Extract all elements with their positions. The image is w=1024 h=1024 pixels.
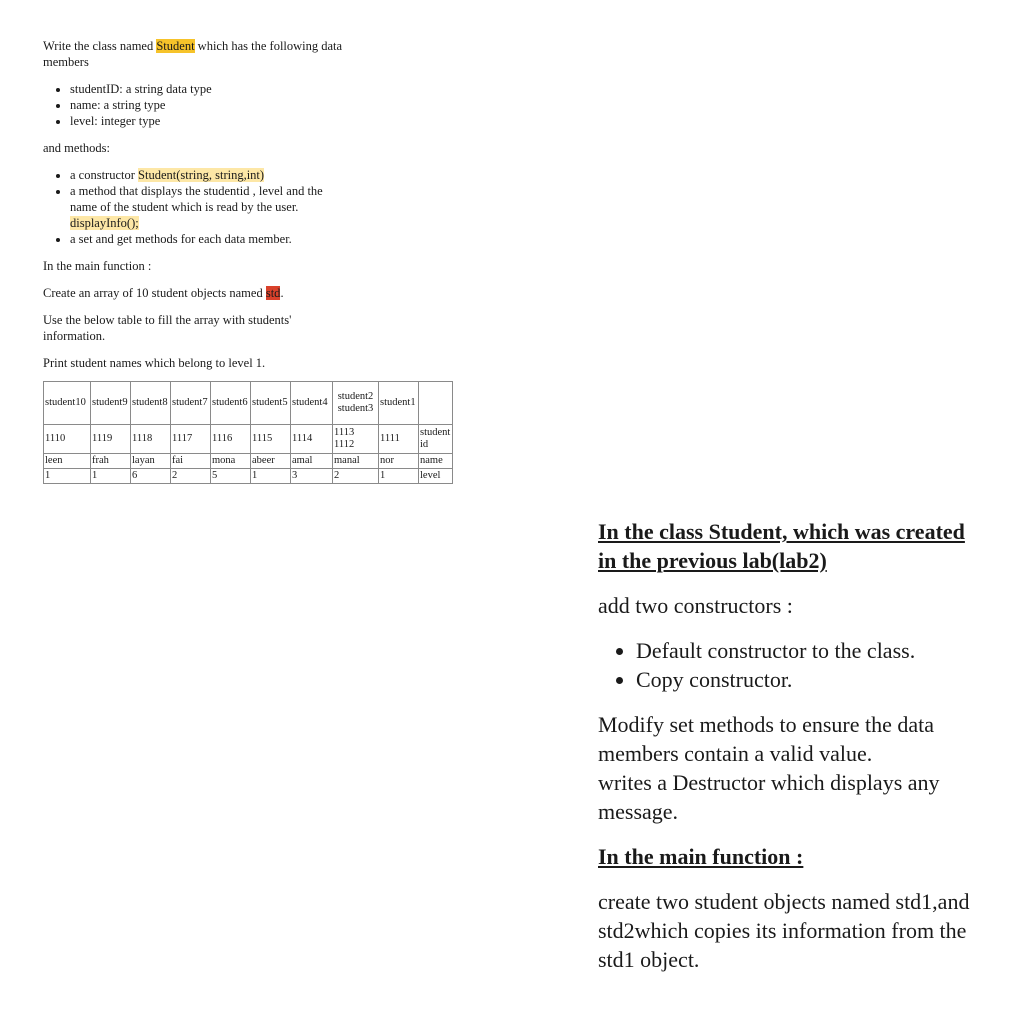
lab2-instructions	[43, 38, 343, 382]
table-cell: name	[419, 454, 453, 469]
table-cell: 1111	[379, 425, 419, 454]
array-text-after: .	[280, 286, 284, 300]
table-cell: 1119	[91, 425, 131, 454]
table-cell: 1110	[44, 425, 91, 454]
table-cell: student7	[171, 382, 211, 425]
array-name-highlight: std	[265, 286, 281, 300]
array-instruction	[43, 285, 343, 301]
create-objects-text: create two student objects named std1,and std2which copies its information from the std1 object.	[598, 889, 970, 972]
intro-text-after: which has the following data members	[43, 39, 343, 69]
table-cell: 1	[379, 469, 419, 484]
table-cell: abeer	[251, 454, 291, 469]
lab3-instructions	[598, 517, 978, 990]
table-cell: 2	[171, 469, 211, 484]
main-intro: In the main function :	[43, 259, 152, 273]
method-text: a method that displays the studentid , level and the name of the student which is read by the user.	[70, 184, 323, 214]
table-cell: 5	[211, 469, 251, 484]
table-cell: fai	[171, 454, 211, 469]
destructor-text: writes a Destructor which displays any message.	[598, 770, 940, 824]
method-item-constructor	[70, 167, 343, 183]
table-cell	[419, 382, 453, 425]
print-instruction: Print student names which belong to level 1.	[43, 356, 266, 370]
table-cell: student4	[291, 382, 333, 425]
table-cell: 2	[333, 469, 379, 484]
array-text: Create an array of 10 student objects named	[43, 286, 266, 300]
table-cell: 1118	[131, 425, 171, 454]
use-table-instruction: Use the below table to fill the array with students' information.	[43, 313, 292, 343]
section-heading: In the class Student, which was created in the previous lab(lab2)	[598, 519, 965, 573]
member-item: • level: integer type	[70, 113, 343, 129]
table-cell: nor	[379, 454, 419, 469]
table-row	[44, 469, 453, 484]
modify-set-text: Modify set methods to ensure the data members contain a valid value.	[598, 712, 935, 766]
method-item-setget: • a set and get methods for each data member.	[70, 231, 343, 247]
add-constructors-text: add two constructors :	[598, 593, 793, 618]
constructors-list	[598, 636, 978, 694]
table-cell: leen	[44, 454, 91, 469]
table-row	[44, 382, 453, 425]
table-cell: layan	[131, 454, 171, 469]
class-name-highlight: Student	[156, 39, 195, 53]
table-cell: 1116	[211, 425, 251, 454]
method-item-display	[70, 183, 343, 231]
table-cell: 3	[291, 469, 333, 484]
constructor-item: • Copy constructor.	[636, 665, 978, 694]
table-cell: 1	[91, 469, 131, 484]
table-cell: manal	[333, 454, 379, 469]
table-cell: frah	[91, 454, 131, 469]
table-cell: student5	[251, 382, 291, 425]
class-intro	[43, 38, 343, 70]
table-cell: 6	[131, 469, 171, 484]
table-cell: student id	[419, 425, 453, 454]
constructor-item: • Default constructor to the class.	[636, 636, 978, 665]
table-cell: 1	[44, 469, 91, 484]
methods-intro: and methods:	[43, 141, 111, 155]
table-cell: mona	[211, 454, 251, 469]
member-item: • name: a string type	[70, 97, 343, 113]
table-cell: 1	[251, 469, 291, 484]
constructor-signature-highlight: Student(string, string,int)	[138, 168, 265, 182]
table-cell: student10	[44, 382, 91, 425]
table-cell: student8	[131, 382, 171, 425]
table-cell: 1117	[171, 425, 211, 454]
data-members-list	[43, 81, 343, 129]
table-row	[44, 454, 453, 469]
table-cell: student2 student3	[333, 382, 379, 425]
table-cell: student9	[91, 382, 131, 425]
main-function-heading: In the main function :	[598, 844, 804, 869]
method-text: a constructor	[70, 168, 139, 182]
table-cell: 1113 1112	[333, 425, 379, 454]
methods-list	[43, 167, 343, 247]
table-cell: 1114	[291, 425, 333, 454]
intro-text: Write the class named	[43, 39, 157, 53]
table-cell: student6	[211, 382, 251, 425]
table-cell: level	[419, 469, 453, 484]
table-cell: 1115	[251, 425, 291, 454]
students-table	[43, 381, 453, 484]
table-cell: student1	[379, 382, 419, 425]
member-item: • studentID: a string data type	[70, 81, 343, 97]
table-cell: amal	[291, 454, 333, 469]
table-row	[44, 425, 453, 454]
display-signature-highlight: displayInfo();	[70, 216, 139, 230]
